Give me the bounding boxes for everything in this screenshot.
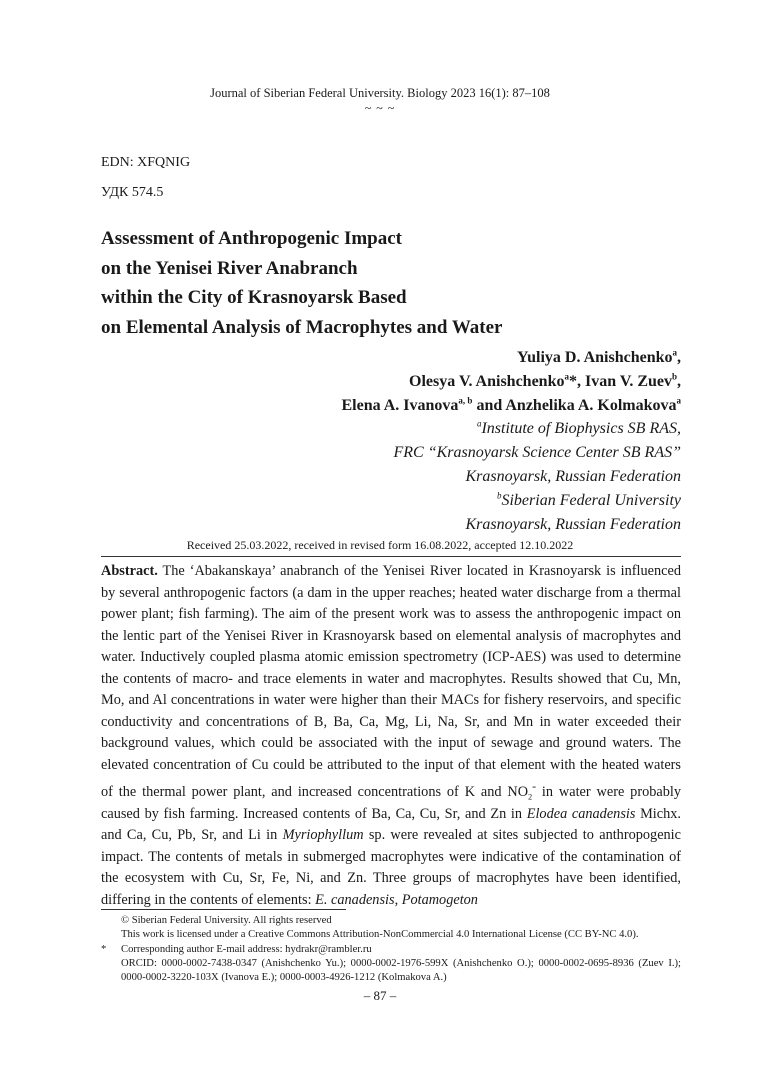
author-block <box>342 346 682 536</box>
journal-header: Journal of Siberian Federal University. Biology 2023 16(1): 87–108 <box>210 86 550 100</box>
species-name: E. canadensis <box>315 891 395 908</box>
affiliation-line: $^b$Siberian Federal University <box>496 490 681 509</box>
header-separator: ~ ~ ~ <box>364 101 396 115</box>
title-line: Assessment of Anthropogenic Impact <box>101 228 403 249</box>
edn-code: EDN: XFQNIG <box>101 155 191 170</box>
species-name: Elodea canadensis <box>526 805 636 822</box>
corresponding-mark: * <box>568 372 577 390</box>
abstract: Abstract. The ‘Abakanskaya’ anabranch of the Yenisei River located in Krasnoyarsk is influenced by several anthropogenic factors (a dam in the upper reaches; heated water discharge from a thermal power plant; fish farming). The aim of the present work was to assess the anthropogenic impact on the lentic part of the Yenisei River in Krasnoyarsk based on elemental analysis of macrophytes and water. Inductively coupled plasma atomic emission spectrometry (ICP-AES) was used to determine the contents of macro- and trace elements in water and macrophytes. Results showed that Cu, Mn, Mo, and Al concentrations in water were higher than their MACs for fishery reservoirs, and specific conductivity and concentrations of B, Ba, Ca, Mg, Li, Na, Sr, and Mn in water exceeded their background values, which could be associated with the input of sewage and ground waters. The elevated concentration of Cu could be attributed to the input of that element with the heated waters of the thermal power plant, and increased concentrations of K and $NO_2^-$ in water were probably caused by fish farming. Increased contents of Ba, Ca, Cu, Sr, and Zn in Elodea canadensis Michx. and Ca, Cu, Pb, Sr, and Li in Myriophyllum sp. were revealed at sites subjected to anthropogenic impact. The contents of metals in submerged macrophytes were indicative of the contamination of the ecosystem with Cu, Sr, Fe, Ni, and Zn. Three groups of macrophytes have been identified, differing in the contents of elements: E. canadensis, Potamogeton <box>101 563 682 908</box>
page-number: – 87 – <box>363 988 397 1003</box>
species-name: Potamogeton <box>401 891 478 908</box>
affiliation-line: FRC “Krasnoyarsk Science Center SB RAS” <box>393 444 681 462</box>
footnotes <box>101 914 681 985</box>
divider <box>101 556 681 557</box>
author-name: Anzhelika A. Kolmakova <box>505 396 677 414</box>
copyright-note: © Siberian Federal University. All rights reserved <box>121 915 332 926</box>
author-line: Elena A. Ivanova$^{a, b}$ and Anzhelika A. Kolmakova$^a$ <box>341 395 681 414</box>
affiliation-line: $^a$Institute of Biophysics SB RAS, <box>476 419 681 438</box>
license-note: This work is licensed under a Creative Commons Attribution-NonCommercial 4.0 International License (CC BY-NC 4.0). <box>121 929 639 941</box>
affiliation-line: Krasnoyarsk, Russian Federation <box>465 515 681 533</box>
author-line: Olesya V. Anishchenko$^a$*, Ivan V. Zuev$^b$, <box>409 371 681 390</box>
author-name: Elena A. Ivanova <box>341 396 459 414</box>
udk-code: УДК 574.5 <box>101 185 164 200</box>
footnote-divider <box>101 909 346 910</box>
orcid-note: ORCID: 0000-0002-7438-0347 (Anishchenko Yu.); 0000-0002-1976-599X (Anishchenko O.); 0000-0002-0695-8936 (Zuev I.); 0000-0002-3220-103X (Ivanova E.); 0000-0003-4926-1212 (Kolmakova A.) <box>121 957 681 984</box>
corresponding-note: * Corresponding author E-mail address: hydrakr@rambler.ru <box>101 943 372 955</box>
title-line: within the City of Krasnoyarsk Based <box>101 287 407 308</box>
author-line: Yuliya D. Anishchenko$^a$, <box>517 347 681 366</box>
title-line: on Elemental Analysis of Macrophytes and Water <box>101 316 503 338</box>
affiliation-line: Krasnoyarsk, Russian Federation <box>465 467 681 485</box>
author-name: Olesya V. Anishchenko <box>409 372 565 390</box>
abstract-label: Abstract. <box>101 563 158 579</box>
author-name: Yuliya D. Anishchenko <box>517 349 673 366</box>
species-name: Myriophyllum <box>282 827 364 844</box>
received-dates: Received 25.03.2022, received in revised form 16.08.2022, accepted 12.10.2022 <box>186 538 574 552</box>
author-name: Ivan V. Zuev <box>584 372 672 390</box>
paper-title <box>101 224 701 342</box>
title-line: on the Yenisei River Anabranch <box>101 257 358 279</box>
